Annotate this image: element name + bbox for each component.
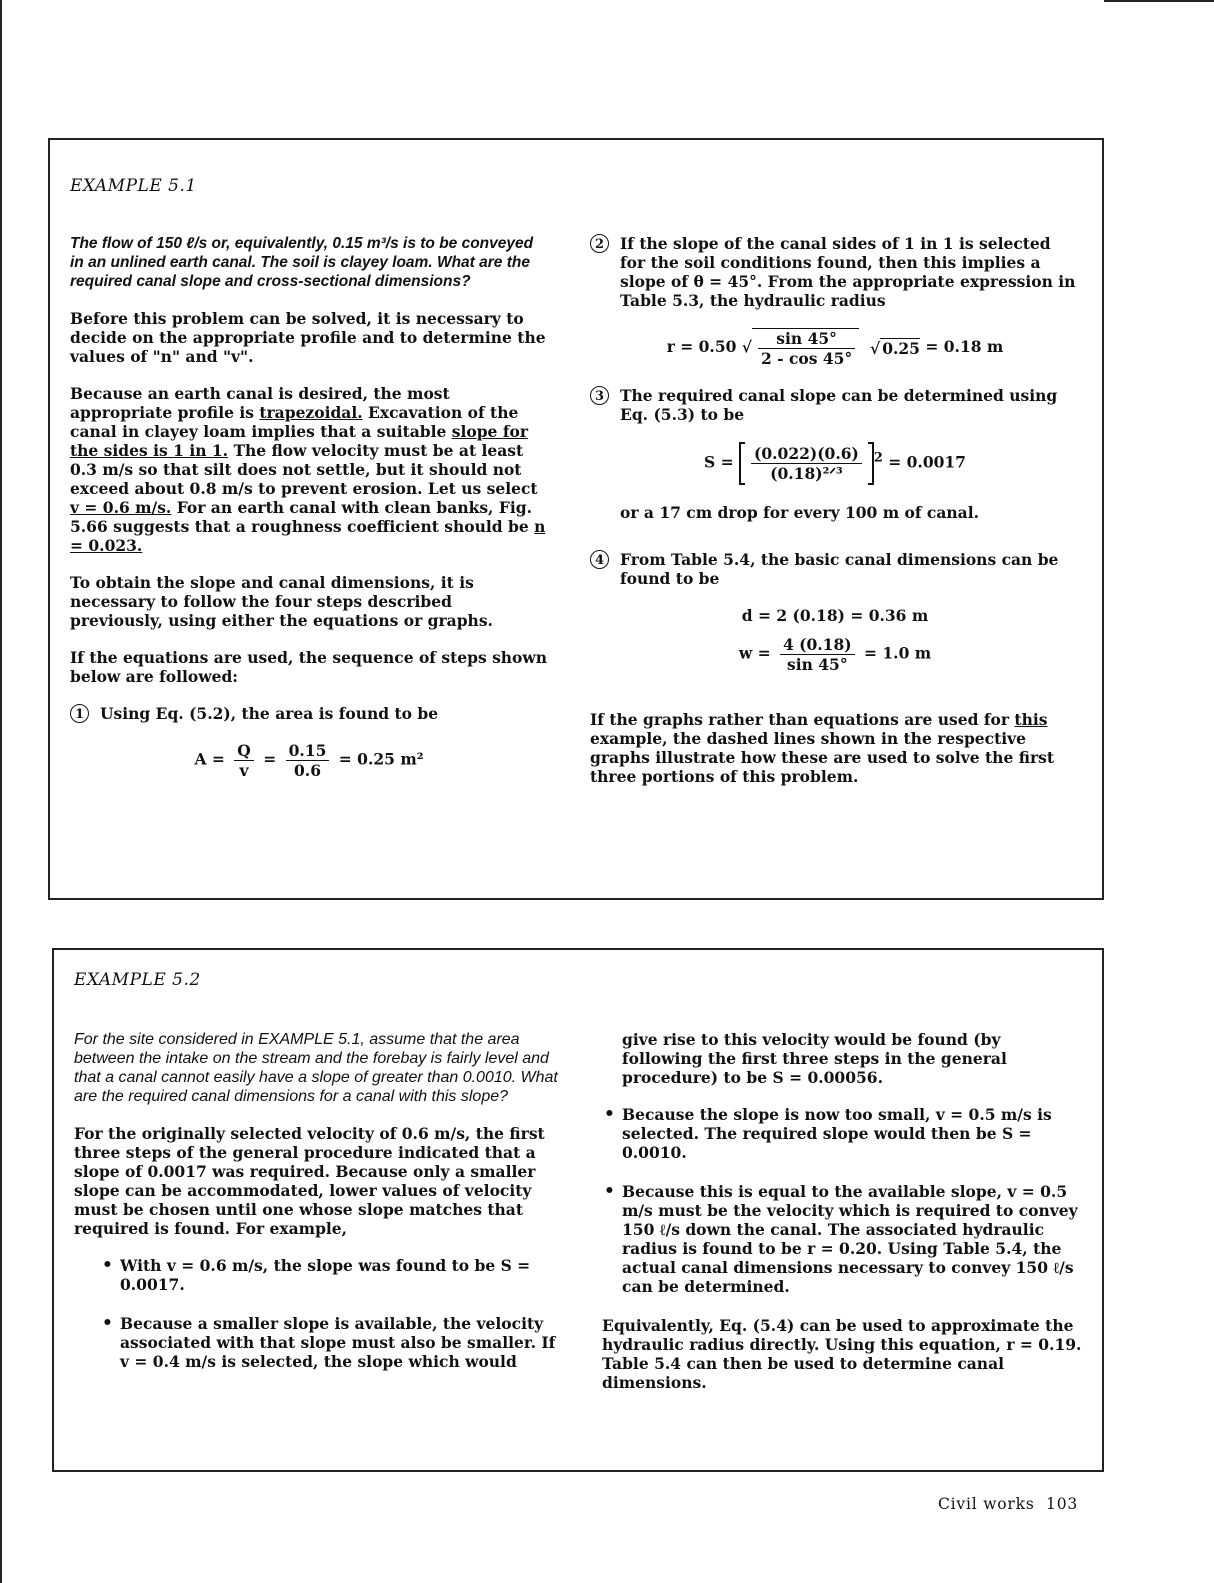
step-text: Using Eq. (5.2), the area is found to be xyxy=(100,704,439,723)
step-text: If the slope of the canal sides of 1 in 1 is selected for the soil conditions found, then this implies a slope of θ = 45°. From the appropriate expression in Table 5.3, the hydraulic radius xyxy=(620,234,1076,310)
step-text: The required canal slope can be determined using Eq. (5.3) to be xyxy=(620,386,1058,424)
page-footer xyxy=(938,1495,1078,1513)
paragraph xyxy=(590,710,1080,786)
equation-area xyxy=(70,741,548,780)
step-3 xyxy=(590,386,1080,424)
equation-hydraulic-radius xyxy=(590,328,1080,368)
fraction xyxy=(780,635,855,674)
equation-slope xyxy=(590,442,1080,485)
left-column xyxy=(74,1030,560,1391)
fraction xyxy=(758,329,855,368)
eq-text: A = xyxy=(194,749,225,769)
problem-statement: For the site considered in EXAMPLE 5.1, assume that the area between the intake on the stream and the forebay is fairly level and that a canal cannot easily have a slope of greater than 0.0010. What are the required canal dimensions for a canal with this slope? xyxy=(74,1031,558,1105)
fraction xyxy=(751,444,862,483)
step-number-badge: 4 xyxy=(590,550,609,569)
numerator: 0.15 xyxy=(286,741,330,761)
paragraph: For the originally selected velocity of 0.6 m/s, the first three steps of the general procedure indicated that a slope of 0.0017 was required. Because only a smaller slope can be accommodated, lower values of velocity must be chosen until one whose slope matches that required is found. For example, xyxy=(74,1124,545,1238)
step-2 xyxy=(590,234,1080,310)
paragraph: To obtain the slope and canal dimensions, it is necessary to follow the four steps described previously, using either the equations or graphs. xyxy=(70,573,493,630)
text-span: Because an earth canal is desired, the most appropriate profile is xyxy=(70,384,450,422)
numerator: (0.022)(0.6) xyxy=(751,444,862,464)
numerator: 4 (0.18) xyxy=(780,635,855,655)
bullet-list xyxy=(602,1105,1082,1296)
paragraph xyxy=(70,384,548,555)
eq-text: = 0.18 m xyxy=(925,337,1004,356)
step-4 xyxy=(590,550,1080,588)
equation-depth: d = 2 (0.18) = 0.36 m xyxy=(741,606,929,625)
top-rule xyxy=(1104,0,1214,2)
eq-text: = 0.25 m² xyxy=(338,749,424,769)
left-column xyxy=(70,234,548,798)
fraction xyxy=(286,741,330,780)
denominator: 0.6 xyxy=(294,761,321,780)
underlined-text: trapezoidal. xyxy=(259,403,363,422)
numerator: sin 45° xyxy=(758,329,855,349)
text-span: The flow velocity must be at least 0.3 m/s so that silt does not settle, but it should not exceed about 0.8 m/s to prevent erosion. Let us select xyxy=(70,441,538,498)
problem-statement: The flow of 150 ℓ/s or, equivalently, 0.15 m³/s is to be conveyed in an unlined earth canal. The soil is clayey loam. What are the required canal slope and cross-sectional dimensions? xyxy=(70,235,534,290)
step-number-badge: 2 xyxy=(590,234,609,253)
footer-section: Civil works xyxy=(938,1495,1035,1513)
list-item: • Because a smaller slope is available, the velocity associated with that slope must also be smaller. If v = 0.4 m/s is selected, the slope which would xyxy=(100,1314,560,1371)
list-item: • Because this is equal to the available slope, v = 0.5 m/s must be the velocity which is required to convey 150 ℓ/s down the canal. The associated hydraulic radius is found to be r = 0.20. Using Table 5.4, the actual canal dimensions necessary to convey 150 ℓ/s can be determined. xyxy=(602,1182,1082,1296)
text-span: Excavation of the canal in clayey loam implies that a suitable xyxy=(70,403,519,441)
eq-text: = 1.0 m xyxy=(864,643,932,663)
bullet-list xyxy=(74,1256,560,1371)
denominator: 2 - cos 45° xyxy=(760,349,853,368)
underlined-text: v = 0.6 m/s. xyxy=(70,498,172,517)
right-column xyxy=(602,1030,1082,1410)
denominator: (0.18)²ᐟ³ xyxy=(770,464,843,483)
exponent: 2 xyxy=(873,450,883,466)
paragraph: Before this problem can be solved, it is necessary to decide on the appropriate profile and to determine the values of "n" and "v". xyxy=(70,309,546,366)
example-title: EXAMPLE 5.2 xyxy=(74,970,201,990)
example-5-2-box xyxy=(52,948,1104,1472)
square-root: √ 0.25 xyxy=(870,339,920,358)
numerator: Q xyxy=(234,741,254,761)
example-title: EXAMPLE 5.1 xyxy=(70,176,197,196)
paragraph: or a 17 cm drop for every 100 m of canal. xyxy=(620,503,980,522)
eq-text: r = 0.50 xyxy=(666,337,737,356)
square-root: √ $\frac{\sin 45^\circ}{2 - \cos 45^\circ}$ xyxy=(742,328,859,368)
underlined-text: this xyxy=(1014,710,1048,729)
list-item: • With v = 0.6 m/s, the slope was found to be S = 0.0017. xyxy=(100,1256,560,1294)
text-span: For an earth canal with clean banks, Fig. 5.66 suggests that a roughness coefficient should be xyxy=(70,498,535,536)
step-number-badge: 3 xyxy=(590,386,609,405)
eq-text: = xyxy=(263,749,277,769)
eq-text: w = xyxy=(738,643,771,663)
left-rule xyxy=(0,0,2,1583)
list-item: • Because the slope is now too small, v = 0.5 m/s is selected. The required slope would then be S = 0.0010. xyxy=(602,1105,1082,1162)
bracket xyxy=(739,442,874,485)
right-column xyxy=(590,234,1080,804)
eq-text: = 0.0017 xyxy=(888,452,966,472)
radicand: 0.25 xyxy=(882,339,920,358)
paragraph: If the equations are used, the sequence of steps shown below are followed: xyxy=(70,648,548,686)
denominator: v xyxy=(239,761,249,780)
underlined-text: slope for the sides is 1 in 1. xyxy=(70,422,528,460)
eq-text: S = xyxy=(704,452,734,472)
paragraph: give rise to this velocity would be found (by following the first three steps in the general procedure) to be S = 0.00056. xyxy=(622,1030,1007,1087)
text-span: If the graphs rather than equations are used for xyxy=(590,710,1015,729)
underlined-text: n = 0.023. xyxy=(70,517,546,555)
denominator: sin 45° xyxy=(786,655,848,674)
equation-width xyxy=(590,635,1080,674)
step-number-badge: 1 xyxy=(70,704,89,723)
step-text: From Table 5.4, the basic canal dimensions can be found to be xyxy=(620,550,1059,588)
text-span: example, the dashed lines shown in the respective graphs illustrate how these are used to solve the first three portions of this problem. xyxy=(590,729,1055,786)
example-5-1-box xyxy=(48,138,1104,900)
fraction xyxy=(234,741,254,780)
step-1 xyxy=(70,704,548,723)
paragraph: Equivalently, Eq. (5.4) can be used to approximate the hydraulic radius directly. Using this equation, r = 0.19. Table 5.4 can then be used to determine canal dimensions. xyxy=(602,1316,1082,1392)
page-number: 103 xyxy=(1046,1495,1079,1513)
